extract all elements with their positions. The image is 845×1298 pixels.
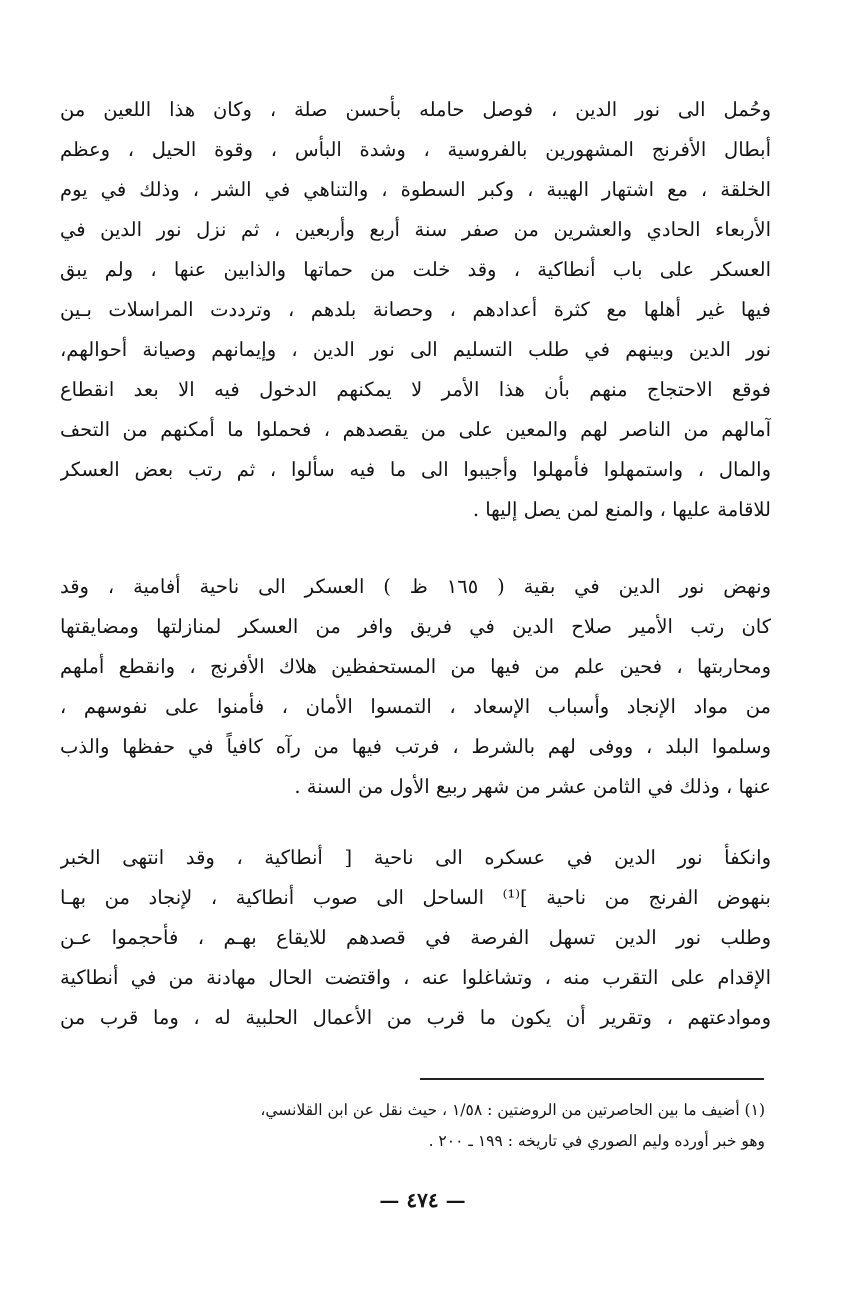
text-line: العسكر على باب أنطاكية ، وقد خلت من حماتها والذابين عنها ، ولم يبق	[60, 258, 771, 281]
text-line: نور الدين وبينهم في طلب التسليم الى نور الدين ، وإيمانهم وصيانة أحوالهم،	[60, 338, 771, 361]
text-line: الخلقة ، مع اشتهار الهيبة ، وكبر السطوة ، والتناهي في الشر ، وذلك في يوم	[60, 178, 771, 201]
paragraph-1	[60, 90, 771, 530]
paragraph-2	[60, 567, 771, 807]
text-line: وموادعتهم ، وتقرير أن يكون ما قرب من الأعمال الحلبية له ، وما قرب من	[60, 1006, 771, 1029]
text-line: الإقدام على التقرب منه ، وتشاغلوا عنه ، واقتضت الحال مهادنة من في أنطاكية	[60, 966, 771, 989]
footnote	[60, 1095, 765, 1157]
text-line: فيها غير أهلها مع كثرة أعدادهم ، وحصانة بلدهم ، وترددت المراسلات بـين	[60, 298, 771, 321]
text-line: الأربعاء الحادي والعشرين من صفر سنة أربع وأربعين ، ثم نزل نور الدين في	[60, 218, 771, 241]
text-line: ومحاربتها ، فحين علم من فيها من المستحفظين هلاك الأفرنج ، وانقطع أملهم	[60, 655, 771, 678]
text-line: فوقع الاحتجاج منهم بأن هذا الأمر لا يمكنهم الدخول فيه الا بعد انقطاع	[60, 378, 771, 401]
text-line: من مواد الإنجاد وأسباب الإسعاد ، التمسوا الأمان ، فأمنوا على نفوسهم ،	[60, 695, 771, 718]
text-line: بنهوض الفرنج من ناحية ]⁽¹⁾ الساحل الى صوب أنطاكية ، لإنجاد من بهـا	[60, 886, 771, 909]
text-line: للاقامة عليها ، والمنع لمن يصل إليها .	[472, 498, 771, 521]
page-number: — ٤٧٤ —	[379, 1188, 466, 1212]
footnote-line: وهو خبر أورده وليم الصوري في تاريخه : ١٩٩ ـ ٢٠٠ .	[428, 1132, 765, 1150]
paragraph-3	[60, 838, 771, 1038]
text-line: والمال ، واستمهلوا فأمهلوا وأجيبوا الى ما فيه سألوا ، ثم رتب بعض العسكر	[60, 458, 771, 481]
text-line: كان رتب الأمير صلاح الدين في فريق وافر من العسكر لمنازلتها ومضايقتها	[60, 615, 771, 638]
text-line: عنها ، وذلك في الثامن عشر من شهر ربيع الأول من السنة .	[294, 775, 771, 798]
footnote-divider	[420, 1078, 764, 1080]
text-line: وحُمل الى نور الدين ، فوصل حامله بأحسن صلة ، وكان هذا اللعين من	[60, 98, 771, 121]
text-line: وسلموا البلد ، ووفى لهم بالشرط ، فرتب فيها من رآه كافياً في حفظها والذب	[60, 735, 771, 758]
text-line: وطلب نور الدين تسهل الفرصة في قصدهم للايقاع بهـم ، فأحجموا عـن	[60, 926, 771, 949]
footnote-line: (١) أضيف ما بين الحاصرتين من الروضتين : ١/٥٨ ، حيث نقل عن ابن القلانسي،	[260, 1101, 765, 1119]
text-line: أبطال الأفرنج المشهورين بالفروسية ، وشدة البأس ، وقوة الحيل ، وعظم	[60, 138, 771, 161]
text-line: آمالهم من الناصر لهم والمعين على من يقصدهم ، فحملوا ما أمكنهم من التحف	[60, 418, 771, 441]
text-line: ونهض نور الدين في بقية ( ١٦٥ ظ ) العسكر الى ناحية أفامية ، وقد	[60, 575, 771, 598]
text-line: وانكفأ نور الدين في عسكره الى ناحية [ أنطاكية ، وقد انتهى الخبر	[60, 846, 771, 869]
